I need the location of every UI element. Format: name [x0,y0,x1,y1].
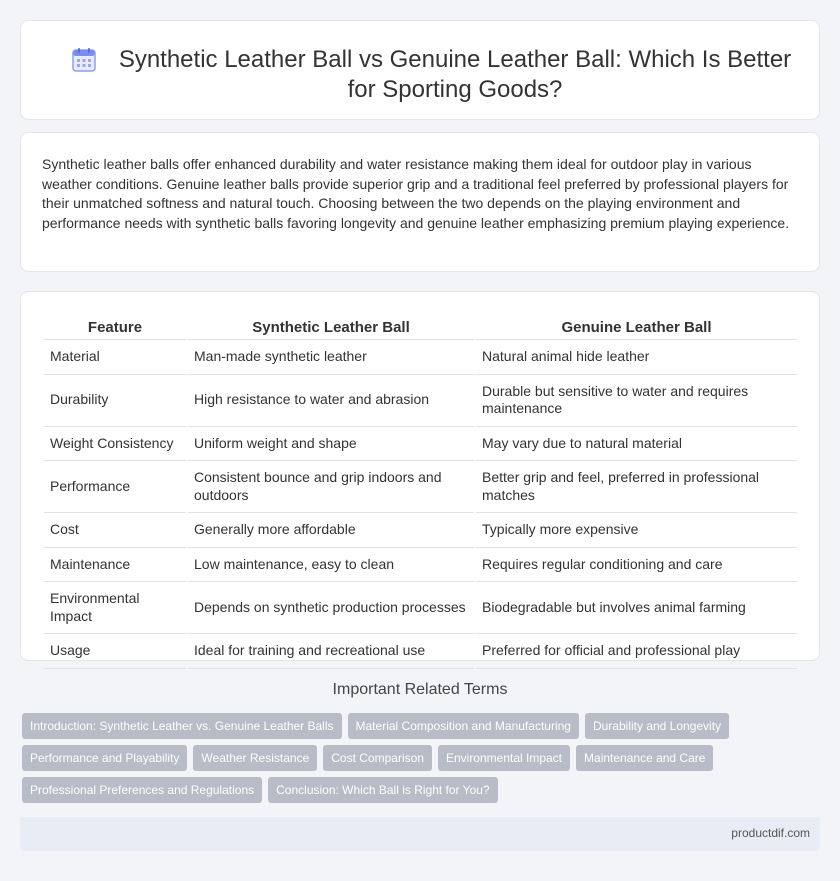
synthetic-cell: Generally more affordable [188,513,474,548]
footer [20,817,820,851]
related-term-tag[interactable]: Introduction: Synthetic Leather vs. Genuine Leather Balls [22,713,342,739]
feature-cell: Cost [44,513,186,548]
genuine-cell: Better grip and feel, preferred in professional matches [476,461,797,513]
synthetic-cell: Man-made synthetic leather [188,340,474,375]
comparison-table [42,316,799,669]
feature-cell: Material [44,340,186,375]
table-row [44,513,797,548]
feature-cell: Durability [44,375,186,427]
page-title: Synthetic Leather Ball vs Genuine Leather Ball: Which Is Better for Sporting Goods? [118,46,792,103]
table-row [44,582,797,634]
table-row [44,461,797,513]
table-row [44,427,797,462]
intro-card [20,132,820,272]
related-term-tag[interactable]: Weather Resistance [193,745,317,771]
related-term-tag[interactable]: Maintenance and Care [576,745,713,771]
synthetic-cell: Low maintenance, easy to clean [188,548,474,583]
feature-cell: Maintenance [44,548,186,583]
related-terms-list [22,713,742,803]
genuine-cell: Typically more expensive [476,513,797,548]
footer-site-link[interactable]: productdif.com [731,826,810,840]
table-row [44,634,797,669]
synthetic-cell: Consistent bounce and grip indoors and outdoors [188,461,474,513]
genuine-cell: Biodegradable but involves animal farming [476,582,797,634]
feature-cell: Performance [44,461,186,513]
related-term-tag[interactable]: Material Composition and Manufacturing [348,713,579,739]
related-terms-title: Important Related Terms [332,681,508,698]
header-synthetic: Synthetic Leather Ball [188,316,474,340]
genuine-cell: Preferred for official and professional play [476,634,797,669]
calendar-icon [71,47,97,73]
related-term-tag[interactable]: Environmental Impact [438,745,570,771]
comparison-table-card [20,291,820,661]
related-term-tag[interactable]: Professional Preferences and Regulations [22,777,262,803]
genuine-cell: Durable but sensitive to water and requires maintenance [476,375,797,427]
feature-cell: Weight Consistency [44,427,186,462]
synthetic-cell: Ideal for training and recreational use [188,634,474,669]
header-genuine: Genuine Leather Ball [476,316,797,340]
synthetic-cell: Depends on synthetic production processes [188,582,474,634]
synthetic-cell: High resistance to water and abrasion [188,375,474,427]
genuine-cell: Natural animal hide leather [476,340,797,375]
intro-text: Synthetic leather balls offer enhanced durability and water resistance making them ideal for outdoor play in various weather conditions. Genuine leather balls provide superior grip and a traditional feel preferred by professional players for their unmatched softness and natural touch. Choosing between the two depends on the playing environment and performance needs with synthetic balls favoring longevity and genuine leather emphasizing premium playing experience. [42,156,790,231]
related-term-tag[interactable]: Conclusion: Which Ball is Right for You? [268,777,497,803]
table-row [44,340,797,375]
feature-cell: Environmental Impact [44,582,186,634]
table-row [44,375,797,427]
related-term-tag[interactable]: Cost Comparison [323,745,432,771]
genuine-cell: Requires regular conditioning and care [476,548,797,583]
related-term-tag[interactable]: Durability and Longevity [585,713,729,739]
header-feature: Feature [44,316,186,340]
header-card [20,20,820,120]
table-header-row [44,316,797,340]
genuine-cell: May vary due to natural material [476,427,797,462]
feature-cell: Usage [44,634,186,669]
table-row [44,548,797,583]
synthetic-cell: Uniform weight and shape [188,427,474,462]
related-term-tag[interactable]: Performance and Playability [22,745,187,771]
